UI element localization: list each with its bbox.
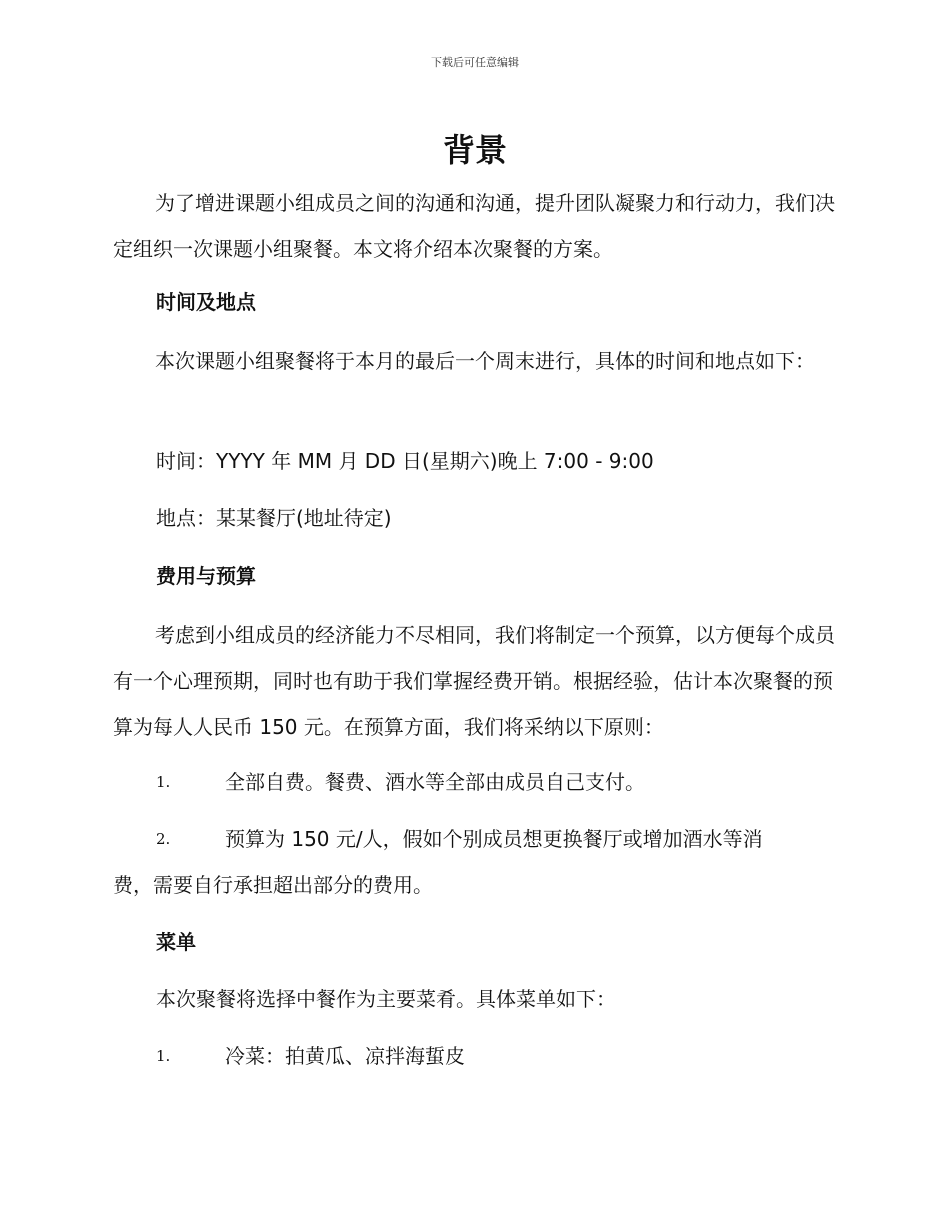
header-note: 下载后可任意编辑	[431, 56, 519, 69]
list-item-number: 2.	[156, 830, 171, 848]
list-item-number: 1.	[156, 773, 171, 791]
menu-intro: 本次聚餐将选择中餐作为主要菜肴。具体菜单如下：	[156, 987, 616, 1011]
budget-intro: 考虑到小组成员的经济能力不尽相同，我们将制定一个预算，以方便每个成员有一个心理预期，同时也有助于我们掌握经费开销。根据经验，估计本次聚餐的预算为每人人民币 150 元。在预算方面，我们将采纳以下原则：	[113, 623, 835, 739]
section-heading-time-place: 时间及地点	[156, 290, 256, 314]
list-item-text: 全部自费。餐费、酒水等全部由成员自己支付。	[225, 770, 645, 794]
list-item-number: 1.	[156, 1047, 171, 1065]
section-heading-budget: 费用与预算	[156, 564, 256, 588]
time-place-intro: 本次课题小组聚餐将于本月的最后一个周末进行，具体的时间和地点如下：	[155, 349, 815, 373]
section-heading-menu: 菜单	[156, 930, 196, 954]
event-time: 时间：YYYY 年 MM 月 DD 日(星期六)晚上 7:00 - 9:00	[156, 449, 654, 473]
list-item-continuation: 费，需要自行承担超出部分的费用。	[113, 873, 433, 897]
page-title: 背景	[442, 131, 507, 169]
list-item-text: 预算为 150 元/人，假如个别成员想更换餐厅或增加酒水等消	[225, 827, 763, 851]
intro-paragraph: 为了增进课题小组成员之间的沟通和沟通，提升团队凝聚力和行动力，我们决定组织一次课题小组聚餐。本文将介绍本次聚餐的方案。	[113, 191, 835, 261]
event-place: 地点：某某餐厅(地址待定)	[156, 506, 392, 530]
list-item-text: 冷菜：拍黄瓜、凉拌海蜇皮	[225, 1044, 465, 1068]
